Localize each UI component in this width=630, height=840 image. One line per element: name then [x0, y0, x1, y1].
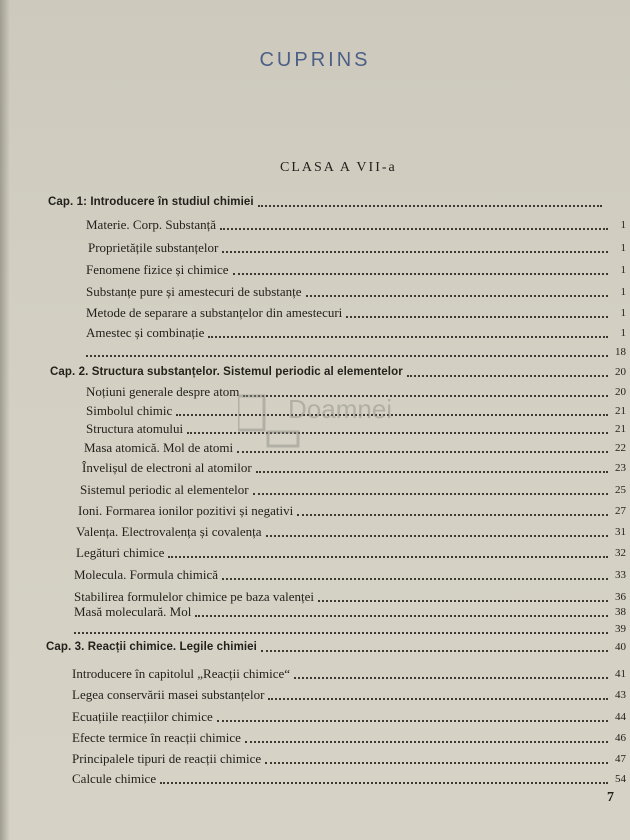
page-ref: 36: [615, 591, 626, 603]
page-ref: 1: [620, 242, 626, 254]
entry-title: Principalele tipuri de reacții chimice: [72, 751, 262, 766]
page-ref: 43: [615, 689, 626, 701]
page-ref: 31: [615, 526, 626, 538]
dot-leader: [407, 365, 608, 377]
entry-title: Simbolul chimic: [86, 403, 173, 418]
entry-title: Valența. Electrovalența și covalența: [76, 524, 262, 539]
toc-entry-row: [72, 664, 626, 682]
toc-chapter-row: [46, 637, 626, 655]
entry-title: Legături chimice: [76, 545, 165, 560]
toc-entry-row: [72, 685, 626, 703]
entry-title: Substanțe pure și amestecuri de substanțe: [86, 284, 302, 299]
dot-leader: [233, 263, 608, 275]
dot-leader: [268, 688, 608, 700]
toc-entry-row: [86, 260, 626, 278]
dot-leader: [208, 326, 608, 338]
page-ref: 21: [615, 423, 626, 435]
toc-entry-row: [72, 728, 626, 746]
toc-entry-row: [86, 215, 626, 233]
toc-entry-row: [86, 323, 626, 341]
toc-entry-row: [78, 501, 626, 519]
entry-title: Noțiuni generale despre atom: [86, 384, 240, 399]
dot-leader: [222, 241, 608, 253]
dot-leader: [306, 285, 608, 297]
dot-leader: [74, 622, 608, 634]
toc-entry-row: [82, 458, 626, 476]
watermark-text: Doamnei: [288, 394, 393, 424]
dot-leader: [222, 568, 608, 580]
page-ref: 27: [615, 505, 626, 517]
toc-entry-row: [74, 602, 626, 620]
page-ref: 1: [620, 286, 626, 298]
watermark-logo: [238, 378, 400, 458]
page-ref: 46: [615, 732, 626, 744]
entry-title: Masa atomică. Mol de atomi: [84, 440, 234, 455]
toc-entry-row: [72, 769, 626, 787]
page-ref: 18: [615, 346, 626, 358]
page-ref: 20: [615, 366, 626, 378]
entry-title: Efecte termice în reacții chimice: [72, 730, 241, 745]
page-ref: 20: [615, 386, 626, 398]
toc-entry-row: [72, 707, 626, 725]
toc-entry-row: [86, 282, 626, 300]
toc-entry-row: [74, 565, 626, 583]
page-ref: 32: [615, 547, 626, 559]
watermark-box: [268, 432, 298, 446]
entry-title: Ecuațiile reacțiilor chimice: [72, 709, 213, 724]
toc-entry-row: [80, 480, 626, 498]
entry-title: Stabilirea formulelor chimice pe baza valenței: [74, 589, 315, 604]
toc-entry-row: [88, 238, 626, 256]
dot-leader: [265, 752, 608, 764]
toc-chapter-row: [48, 192, 620, 210]
page-title: CUPRINS: [259, 49, 371, 72]
dot-leader: [86, 345, 608, 357]
page-ref: 21: [615, 405, 626, 417]
page-ref: 38: [615, 606, 626, 618]
dot-leader: [195, 605, 608, 617]
chapter-title: Cap. 2. Structura substanțelor. Sistemul periodic al elementelor: [50, 366, 403, 378]
dot-leader: [256, 461, 608, 473]
dot-leader: [245, 731, 608, 743]
entry-title: Legea conservării masei substanțelor: [72, 687, 265, 702]
entry-title: Structura atomului: [86, 421, 184, 436]
dot-leader: [261, 640, 608, 652]
page-ref: 54: [615, 773, 626, 785]
chapter-title: Cap. 1: Introducere în studiul chimiei: [48, 196, 254, 208]
page-ref: 39: [615, 623, 626, 635]
dot-leader: [168, 546, 608, 558]
entry-title: Introducere în capitolul „Reacții chimice“: [72, 666, 291, 681]
page-ref: 23: [615, 462, 626, 474]
entry-title: Metode de separare a substanțelor din amestecuri: [86, 305, 343, 320]
page-ref: 41: [615, 668, 626, 680]
toc-entry-row: [74, 619, 626, 637]
dot-leader: [294, 667, 608, 679]
dot-leader: [253, 483, 608, 495]
toc-entry-row: [86, 303, 626, 321]
toc-entry-row: [86, 342, 626, 360]
dot-leader: [220, 218, 608, 230]
entry-title: Fenomene fizice și chimice: [86, 262, 229, 277]
dot-leader: [346, 306, 608, 318]
page-ref: 47: [615, 753, 626, 765]
toc-entry-row: [76, 543, 626, 561]
watermark-frame: [238, 396, 264, 430]
entry-title: Învelișul de electroni al atomilor: [82, 460, 252, 475]
dot-leader: [297, 504, 608, 516]
page-ref: 22: [615, 442, 626, 454]
page-ref: 33: [615, 569, 626, 581]
page-number: 7: [607, 790, 614, 805]
chapter-title: Cap. 3. Reacții chimice. Legile chimiei: [46, 641, 257, 653]
dot-leader: [258, 195, 602, 207]
entry-title: Proprietățile substanțelor: [88, 240, 219, 255]
entry-title: Molecula. Formula chimică: [74, 567, 219, 582]
entry-title: Ioni. Formarea ionilor pozitivi și negativi: [78, 503, 294, 518]
section-subtitle: CLASA A VII-a: [280, 160, 397, 175]
toc-entry-row: [72, 749, 626, 767]
dot-leader: [160, 772, 608, 784]
entry-title: Materie. Corp. Substanță: [86, 217, 216, 232]
page-ref: 1: [620, 219, 626, 231]
dot-leader: [318, 590, 608, 602]
page-ref: 44: [615, 711, 626, 723]
dot-leader: [217, 710, 608, 722]
dot-leader: [266, 525, 608, 537]
page-ref: 1: [620, 327, 626, 339]
page-ref: 25: [615, 484, 626, 496]
entry-title: Sistemul periodic al elementelor: [80, 482, 249, 497]
entry-title: Calcule chimice: [72, 771, 157, 786]
page-ref: 40: [615, 641, 626, 653]
entry-title: Amestec și combinație: [86, 325, 205, 340]
toc-entry-row: [76, 522, 626, 540]
entry-title: Masă moleculară. Mol: [74, 604, 192, 619]
page-ref: 1: [620, 307, 626, 319]
page-ref: 1: [620, 264, 626, 276]
